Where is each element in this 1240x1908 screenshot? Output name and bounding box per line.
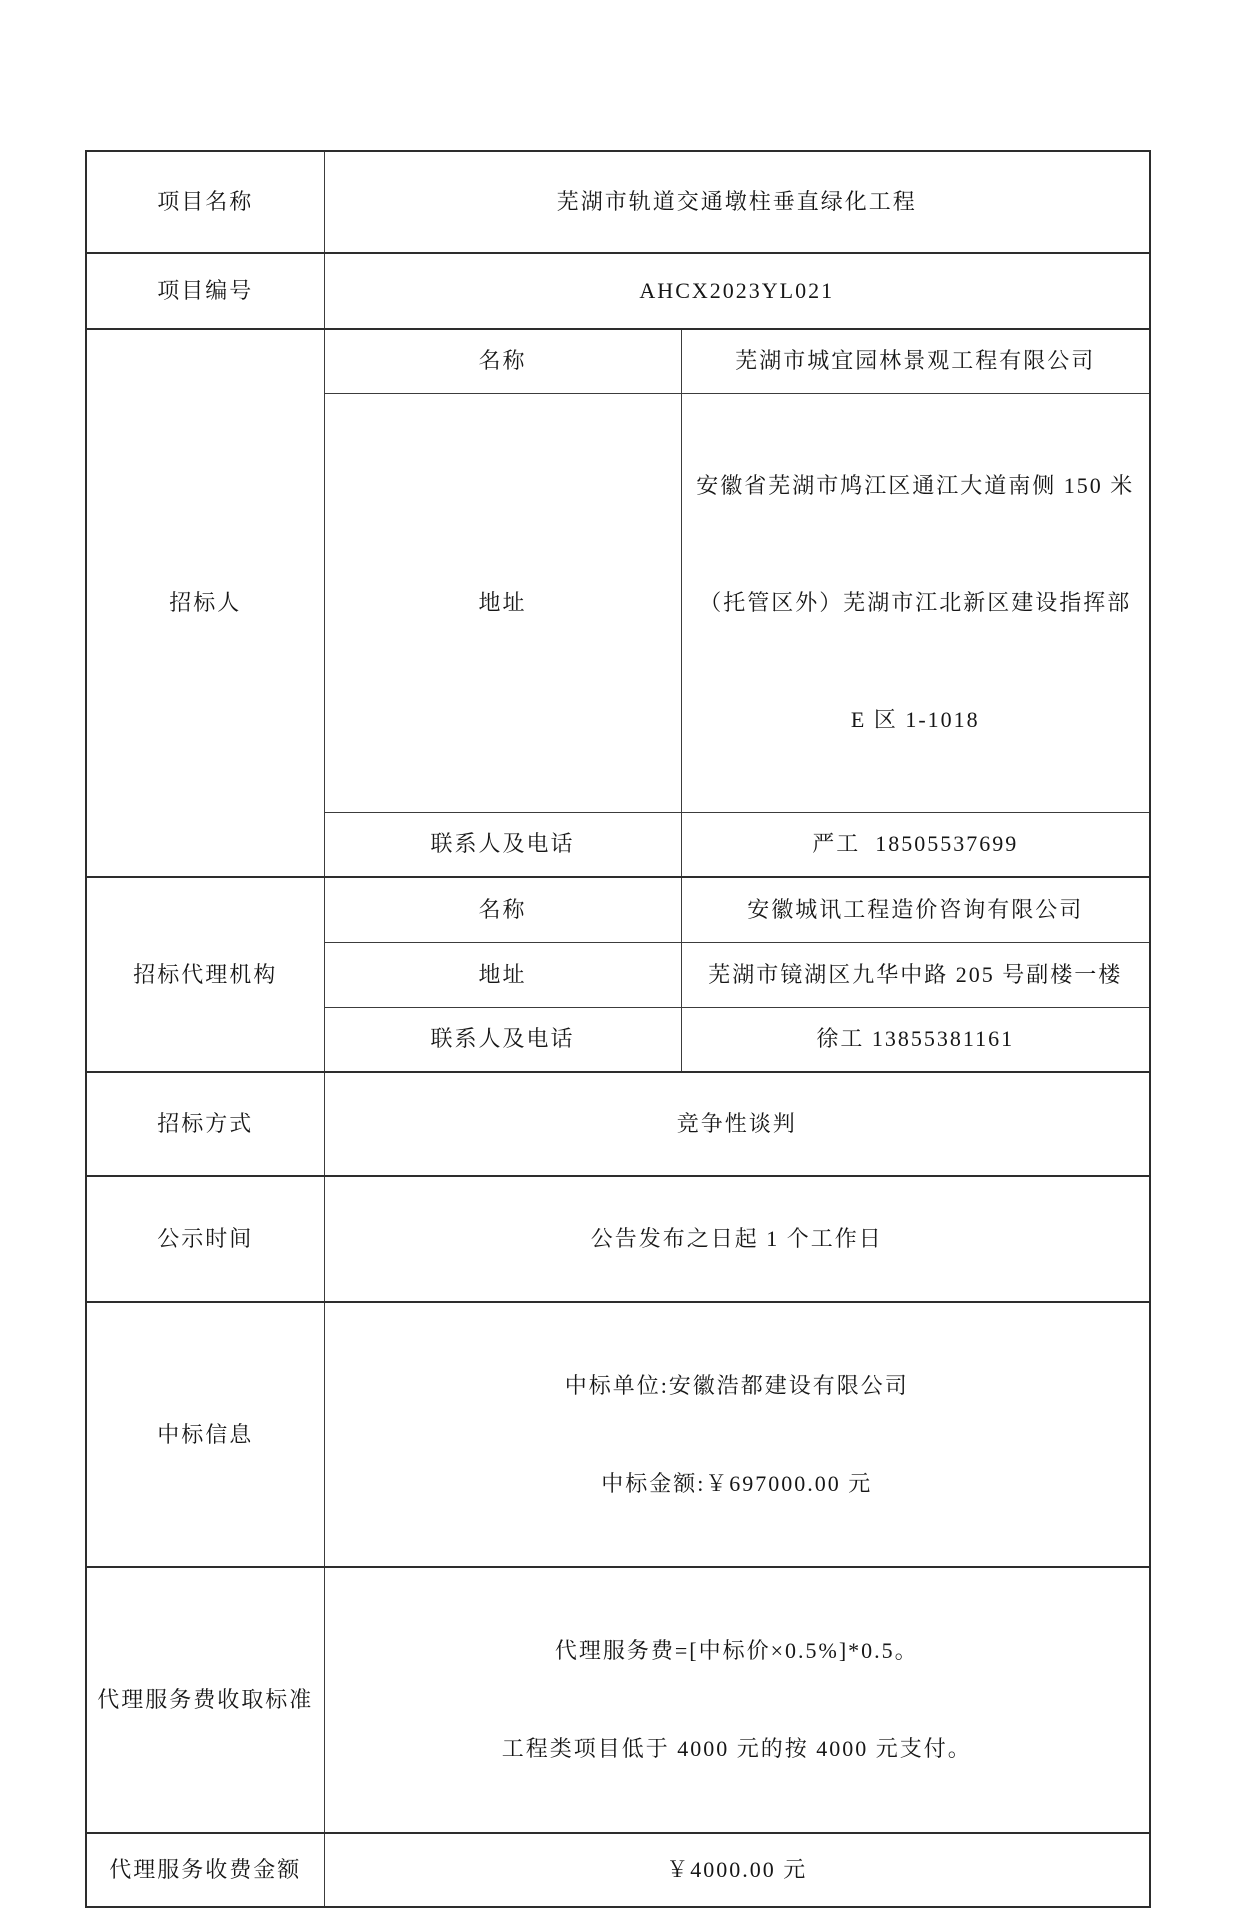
tenderer-address-line: 安徽省芜湖市鸠江区通江大道南侧 150 米	[696, 473, 1135, 499]
row-tenderer-name	[86, 329, 1150, 393]
agency-name-value: 安徽城讯工程造价咨询有限公司	[681, 877, 1150, 942]
tenderer-name-label: 名称	[324, 329, 681, 393]
award-info-value	[324, 1302, 1150, 1567]
award-amount-line: 中标金额:￥697000.00 元	[601, 1470, 873, 1496]
award-info-label: 中标信息	[86, 1302, 324, 1567]
row-award-info	[86, 1302, 1150, 1567]
row-project-number	[86, 253, 1150, 329]
tender-method-label: 招标方式	[86, 1072, 324, 1176]
row-project-name	[86, 151, 1150, 253]
agency-address-value: 芜湖市镜湖区九华中路 205 号副楼一楼	[681, 942, 1150, 1007]
tenderer-contact-value: 严工 18505537699	[681, 812, 1150, 877]
agency-contact-value: 徐工 13855381161	[681, 1007, 1150, 1072]
tenderer-address-line: （托管区外）芜湖市江北新区建设指挥部	[699, 590, 1132, 616]
project-number-value: AHCX2023YL021	[324, 253, 1150, 329]
row-tender-method	[86, 1072, 1150, 1176]
publicity-period-value: 公告发布之日起 1 个工作日	[324, 1176, 1150, 1302]
agency-label: 招标代理机构	[86, 877, 324, 1072]
project-name-label: 项目名称	[86, 151, 324, 253]
agency-fee-minimum-line: 工程类项目低于 4000 元的按 4000 元支付。	[501, 1736, 972, 1762]
tenderer-label: 招标人	[86, 329, 324, 877]
tender-method-value: 竞争性谈判	[324, 1072, 1150, 1176]
project-name-value: 芜湖市轨道交通墩柱垂直绿化工程	[324, 151, 1150, 253]
agency-fee-standard-label: 代理服务费收取标准	[86, 1567, 324, 1832]
tenderer-name-value: 芜湖市城宜园林景观工程有限公司	[681, 329, 1150, 393]
project-number-label: 项目编号	[86, 253, 324, 329]
agency-name-label: 名称	[324, 877, 681, 942]
row-agency-name	[86, 877, 1150, 942]
agency-fee-amount-label: 代理服务收费金额	[86, 1833, 324, 1907]
agency-contact-label: 联系人及电话	[324, 1007, 681, 1072]
publicity-period-label: 公示时间	[86, 1176, 324, 1302]
row-agency-fee-amount	[86, 1833, 1150, 1907]
row-publicity-period	[86, 1176, 1150, 1302]
tenderer-address-line: E 区 1-1018	[850, 706, 980, 732]
award-winner-line: 中标单位:安徽浩都建设有限公司	[564, 1372, 909, 1398]
agency-fee-standard-value	[324, 1567, 1150, 1832]
agency-fee-formula-line: 代理服务费=[中标价×0.5%]*0.5。	[554, 1638, 919, 1664]
agency-fee-amount-value: ￥4000.00 元	[324, 1833, 1150, 1907]
row-agency-fee-standard	[86, 1567, 1150, 1832]
tenderer-address-label: 地址	[324, 393, 681, 812]
bid-result-table	[85, 150, 1151, 1908]
bid-result-table-wrap	[85, 150, 1151, 1908]
agency-address-label: 地址	[324, 942, 681, 1007]
tenderer-address-value	[681, 393, 1150, 812]
tenderer-contact-label: 联系人及电话	[324, 812, 681, 877]
